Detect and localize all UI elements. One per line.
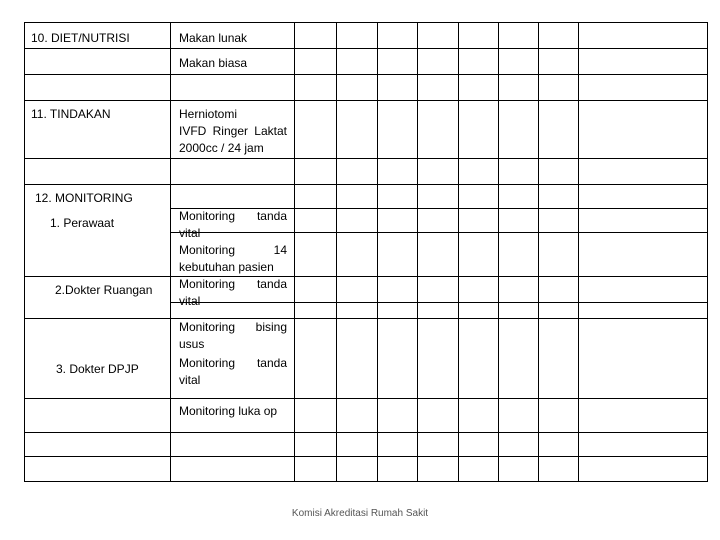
monitoring-item-tanda-vital-1-line1: Monitoring tanda [179,209,287,223]
diet-item-makan-biasa: Makan biasa [179,56,248,70]
monitoring-item-tanda-vital-2-line2: vital [179,294,201,308]
monitoring-item-tanda-vital-1-line2: vital [179,226,201,240]
monitoring-item-bising-usus-line1: Monitoring bising [179,320,287,334]
tindakan-item-herniotomi: Herniotomi [179,107,238,121]
monitoring-label: 12. MONITORING [35,191,133,205]
monitoring-item-14-kebutuhan-line1: Monitoring 14 [179,243,287,257]
tindakan-item-ivfd-line1: IVFD Ringer Laktat [179,124,287,138]
dokter-dpjp-label: 3. Dokter DPJP [56,362,139,376]
monitoring-item-tanda-vital-3-line2: vital [179,373,201,387]
tindakan-label: 11. TINDAKAN [31,107,111,121]
monitoring-item-bising-usus-line2: usus [179,337,205,351]
perawat-label: 1. Perawaat [50,216,115,230]
tindakan-item-ivfd-line2: 2000cc / 24 jam [179,141,264,155]
monitoring-item-luka-op: Monitoring luka op [179,404,278,418]
monitoring-item-tanda-vital-3-line1: Monitoring tanda [179,356,287,370]
diet-label: 10. DIET/NUTRISI [31,31,130,45]
footer-text: Komisi Akreditasi Rumah Sakit [291,508,429,519]
monitoring-item-14-kebutuhan-line2: kebutuhan pasien [179,260,274,274]
monitoring-item-tanda-vital-2-line1: Monitoring tanda [179,277,287,291]
diet-item-makan-lunak: Makan lunak [179,31,248,45]
dokter-ruangan-label: 2.Dokter Ruangan [55,283,153,297]
